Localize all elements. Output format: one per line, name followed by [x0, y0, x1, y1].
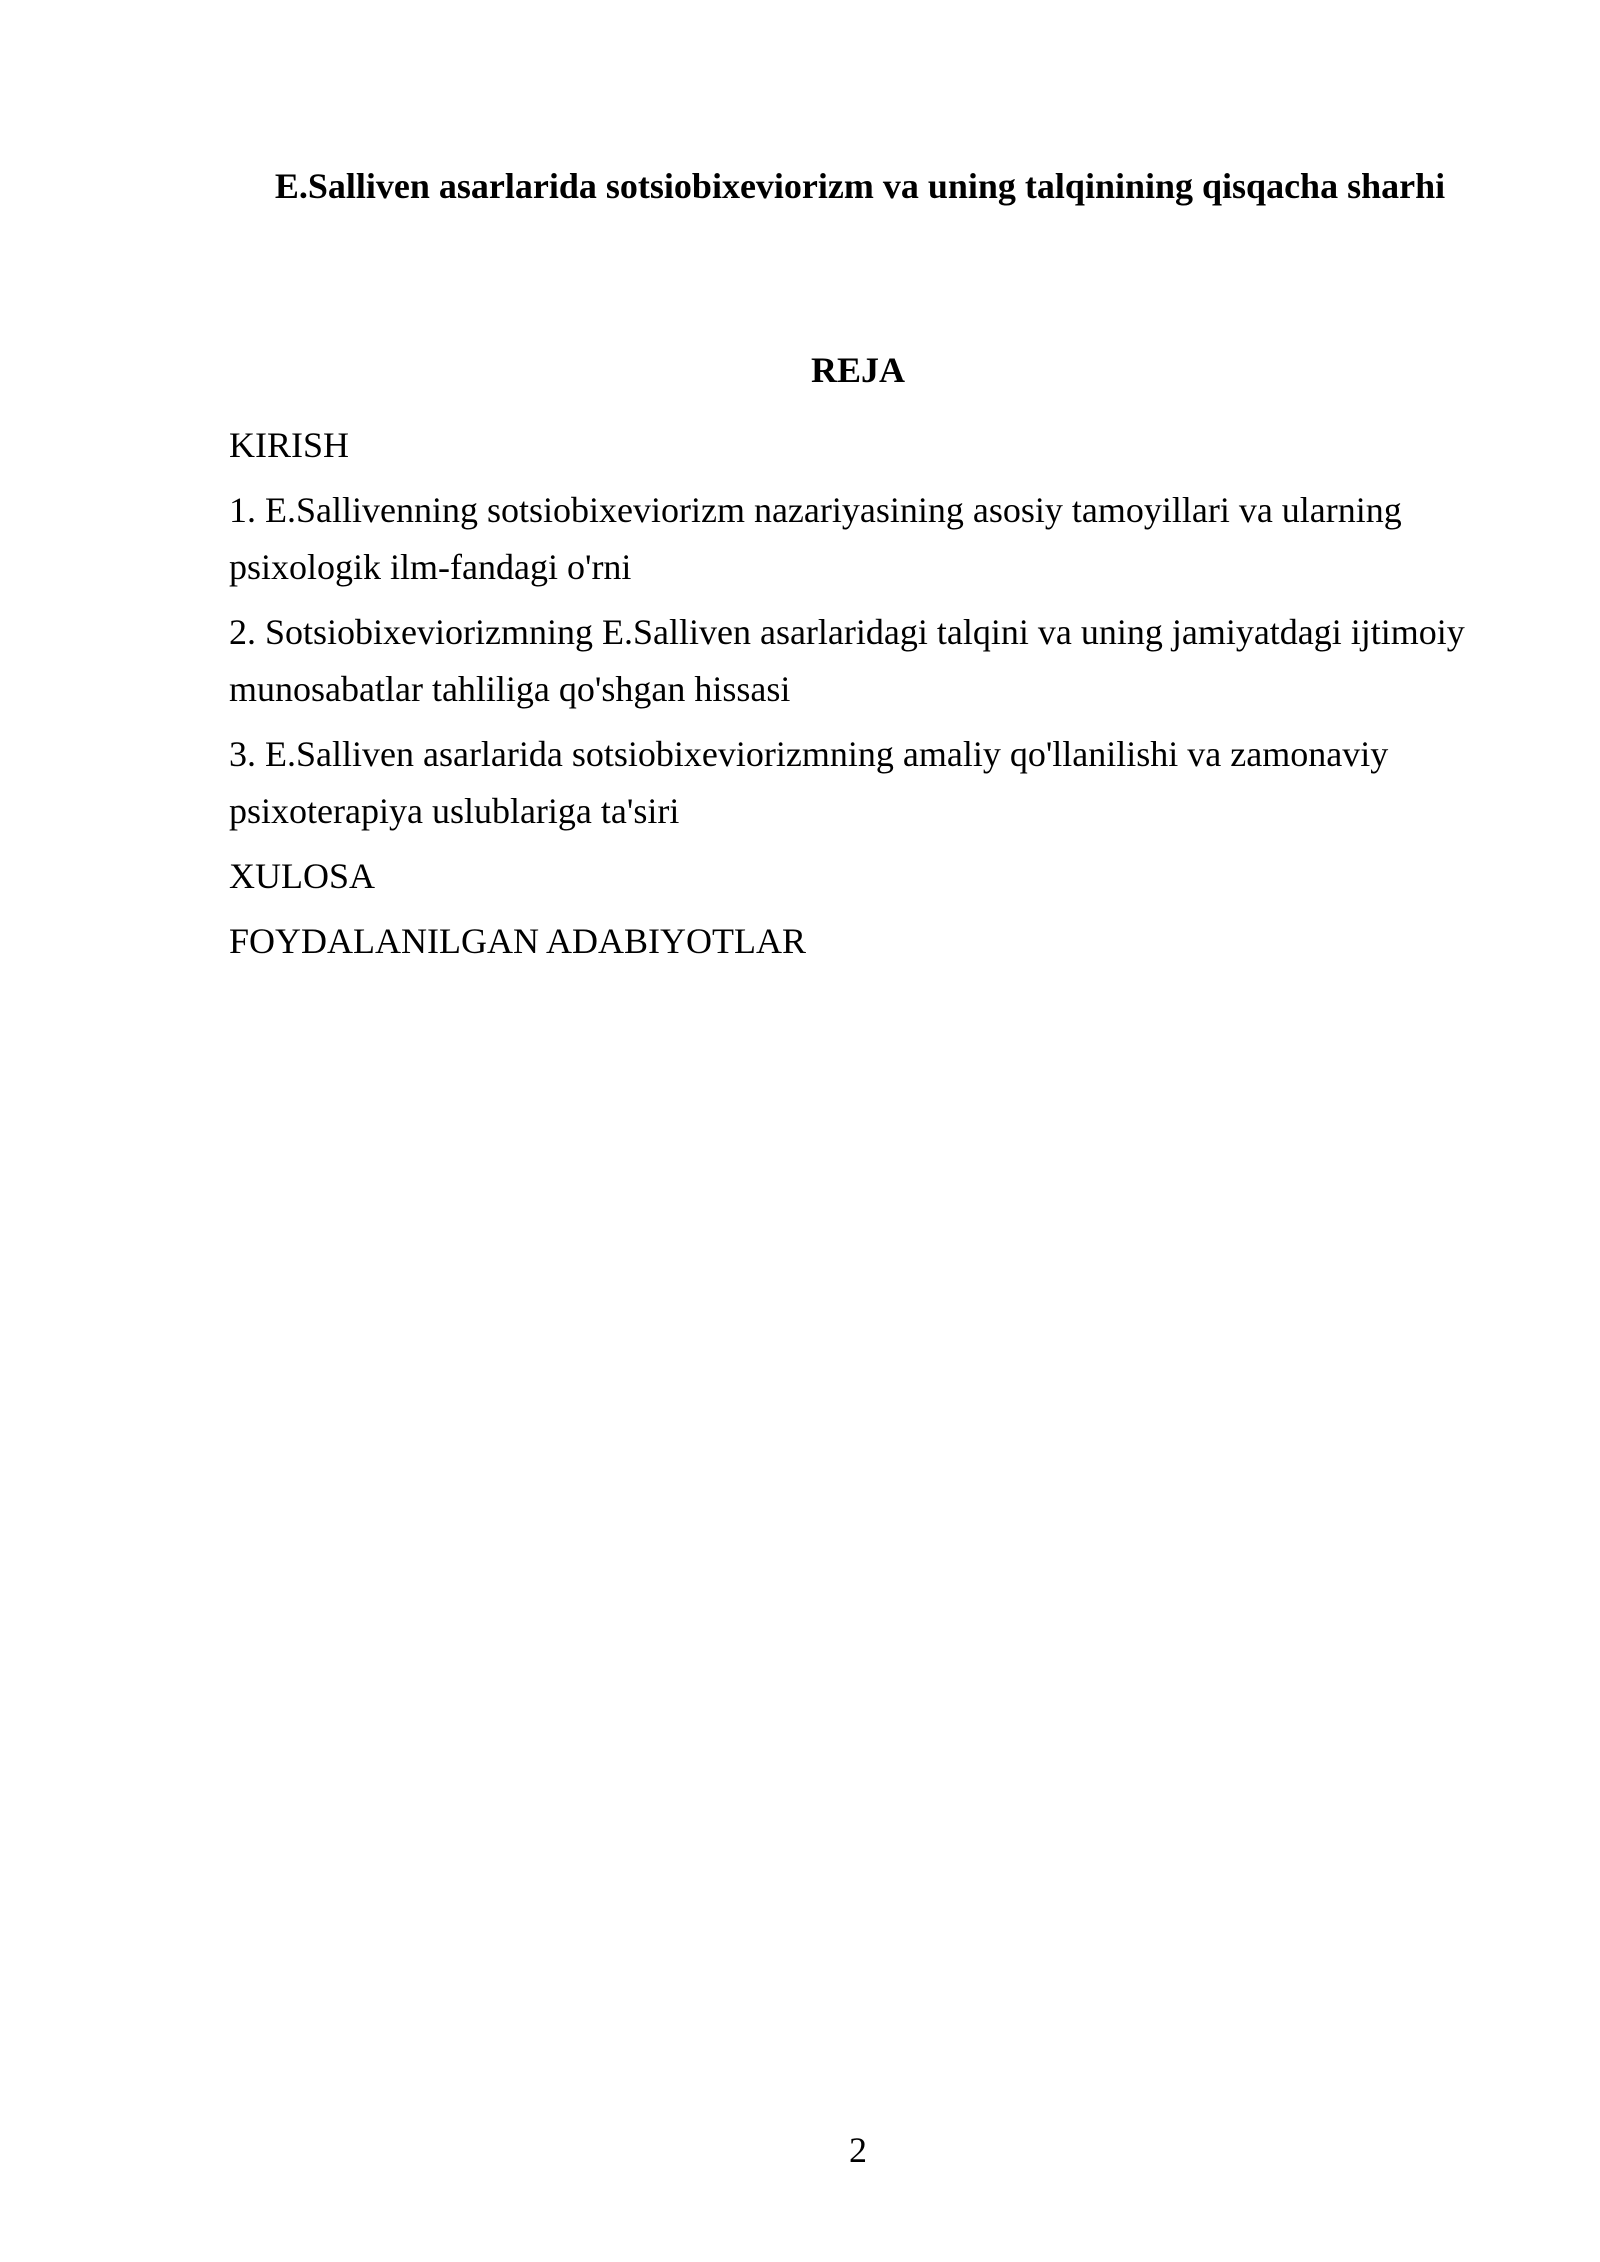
outline-item-section-3: 3. E.Salliven asarlarida sotsiobixeviorizmning amaliy qo'llanilishi va zamonaviy psixoterapiya uslublariga ta'siri	[229, 734, 1389, 831]
outline-item-conclusion: XULOSA	[229, 856, 376, 896]
page-number: 2	[849, 2130, 867, 2170]
outline-item-references: FOYDALANILGAN ADABIYOTLAR	[229, 921, 806, 961]
outline-item-introduction: KIRISH	[229, 425, 350, 465]
plan-outline	[229, 417, 1489, 978]
outline-item-section-1: 1. E.Sallivenning sotsiobixeviorizm nazariyasining asosiy tamoyillari va ularning psixologik ilm-fandagi o'rni	[229, 490, 1402, 587]
document-title: E.Salliven asarlarida sotsiobixeviorizm va uning talqinining qisqacha sharhi	[274, 166, 1446, 206]
plan-heading: REJA	[810, 350, 905, 390]
outline-item-section-2: 2. Sotsiobixeviorizmning E.Salliven asarlaridagi talqini va uning jamiyatdagi ijtimoiy munosabatlar tahliliga qo'shgan hissasi	[229, 612, 1465, 709]
